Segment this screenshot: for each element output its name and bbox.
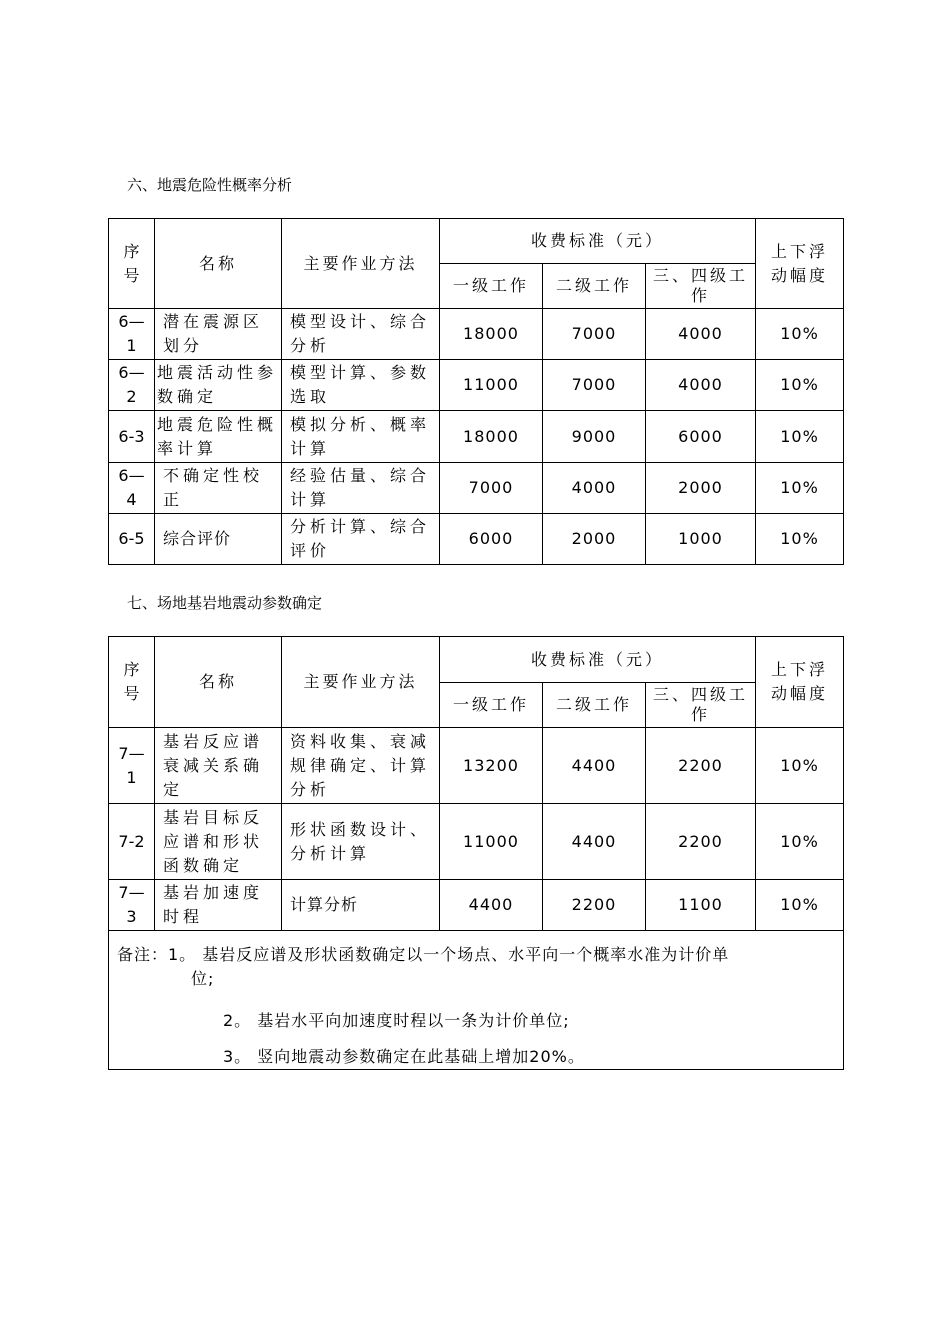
row-level34: 2200 bbox=[646, 728, 756, 804]
header-seq: 序 号 bbox=[109, 219, 155, 309]
fee-table-7 bbox=[108, 636, 844, 1070]
header-method: 主要作业方法 bbox=[282, 219, 440, 309]
row-level2: 7000 bbox=[543, 360, 646, 411]
row-level1: 11000 bbox=[440, 804, 543, 880]
row-name: 地震危险性概 率计算 bbox=[155, 411, 282, 463]
row-method: 分析计算、综合 评价 bbox=[282, 514, 440, 565]
row-float: 10% bbox=[756, 411, 844, 463]
row-level1: 18000 bbox=[440, 411, 543, 463]
row-seq: 6-5 bbox=[109, 514, 155, 565]
row-level34: 1000 bbox=[646, 514, 756, 565]
header-seq: 序 号 bbox=[109, 637, 155, 728]
header-level2: 二级工作 bbox=[543, 264, 646, 309]
table-row bbox=[109, 411, 844, 463]
row-level2: 9000 bbox=[543, 411, 646, 463]
row-level1: 6000 bbox=[440, 514, 543, 565]
table-row bbox=[109, 360, 844, 411]
row-method: 模型设计、综合 分析 bbox=[282, 309, 440, 360]
row-float: 10% bbox=[756, 463, 844, 514]
row-level34: 6000 bbox=[646, 411, 756, 463]
section-7-title: 七、场地基岩地震动参数确定 bbox=[127, 594, 323, 612]
row-method: 形状函数设计、 分析计算 bbox=[282, 804, 440, 880]
header-level2: 二级工作 bbox=[543, 683, 646, 728]
header-fee: 收费标准（元） bbox=[440, 219, 756, 264]
row-method: 模型计算、参数 选取 bbox=[282, 360, 440, 411]
row-level2: 4400 bbox=[543, 804, 646, 880]
row-method: 资料收集、衰减 规律确定、计算 分析 bbox=[282, 728, 440, 804]
row-seq: 7-2 bbox=[109, 804, 155, 880]
row-seq: 7— 3 bbox=[109, 880, 155, 931]
row-float: 10% bbox=[756, 728, 844, 804]
note-3: 3。 竖向地震动参数确定在此基础上增加20%。 bbox=[223, 1047, 585, 1066]
row-level34: 1100 bbox=[646, 880, 756, 931]
row-name: 综合评价 bbox=[155, 514, 282, 565]
section-6-title: 六、地震危险性概率分析 bbox=[127, 176, 293, 194]
row-level1: 4400 bbox=[440, 880, 543, 931]
header-level34: 三、四级工 作 bbox=[646, 683, 756, 728]
row-level1: 11000 bbox=[440, 360, 543, 411]
row-float: 10% bbox=[756, 309, 844, 360]
note-1: 备注：1。 基岩反应谱及形状函数确定以一个场点、水平向一个概率水准为计价单 bbox=[117, 945, 730, 964]
notes-row bbox=[109, 931, 844, 1070]
row-level2: 2000 bbox=[543, 514, 646, 565]
row-level1: 18000 bbox=[440, 309, 543, 360]
row-level2: 7000 bbox=[543, 309, 646, 360]
row-level34: 4000 bbox=[646, 360, 756, 411]
row-seq: 6— 1 bbox=[109, 309, 155, 360]
header-method: 主要作业方法 bbox=[282, 637, 440, 728]
table-row bbox=[109, 728, 844, 804]
row-level2: 4400 bbox=[543, 728, 646, 804]
header-fee: 收费标准（元） bbox=[440, 637, 756, 683]
row-level34: 2000 bbox=[646, 463, 756, 514]
row-seq: 6-3 bbox=[109, 411, 155, 463]
row-name: 不确定性校 正 bbox=[155, 463, 282, 514]
table-row bbox=[109, 514, 844, 565]
row-name: 地震活动性参 数确定 bbox=[155, 360, 282, 411]
row-level2: 2200 bbox=[543, 880, 646, 931]
row-method: 模拟分析、概率 计算 bbox=[282, 411, 440, 463]
header-float: 上下浮 动幅度 bbox=[756, 219, 844, 309]
header-name: 名称 bbox=[155, 219, 282, 309]
notes-cell bbox=[109, 931, 844, 1070]
row-seq: 6— 4 bbox=[109, 463, 155, 514]
row-name: 基岩反应谱 衰减关系确 定 bbox=[155, 728, 282, 804]
row-method: 计算分析 bbox=[282, 880, 440, 931]
row-seq: 6— 2 bbox=[109, 360, 155, 411]
note-2: 2。 基岩水平向加速度时程以一条为计价单位; bbox=[223, 1011, 570, 1030]
row-level34: 2200 bbox=[646, 804, 756, 880]
row-float: 10% bbox=[756, 880, 844, 931]
row-seq: 7— 1 bbox=[109, 728, 155, 804]
row-float: 10% bbox=[756, 514, 844, 565]
row-name: 潜在震源区 划分 bbox=[155, 309, 282, 360]
row-float: 10% bbox=[756, 804, 844, 880]
row-name: 基岩加速度 时程 bbox=[155, 880, 282, 931]
row-level34: 4000 bbox=[646, 309, 756, 360]
table-row bbox=[109, 804, 844, 880]
header-float: 上下浮 动幅度 bbox=[756, 637, 844, 728]
row-name: 基岩目标反 应谱和形状 函数确定 bbox=[155, 804, 282, 880]
table-row bbox=[109, 463, 844, 514]
row-float: 10% bbox=[756, 360, 844, 411]
header-level34: 三、四级工 作 bbox=[646, 264, 756, 309]
note-1-continuation: 位; bbox=[191, 969, 215, 988]
table-row bbox=[109, 880, 844, 931]
row-level1: 13200 bbox=[440, 728, 543, 804]
row-level1: 7000 bbox=[440, 463, 543, 514]
row-level2: 4000 bbox=[543, 463, 646, 514]
header-level1: 一级工作 bbox=[440, 264, 543, 309]
table-row bbox=[109, 309, 844, 360]
row-method: 经验估量、综合 计算 bbox=[282, 463, 440, 514]
header-name: 名称 bbox=[155, 637, 282, 728]
fee-table-6 bbox=[108, 218, 844, 565]
header-level1: 一级工作 bbox=[440, 683, 543, 728]
